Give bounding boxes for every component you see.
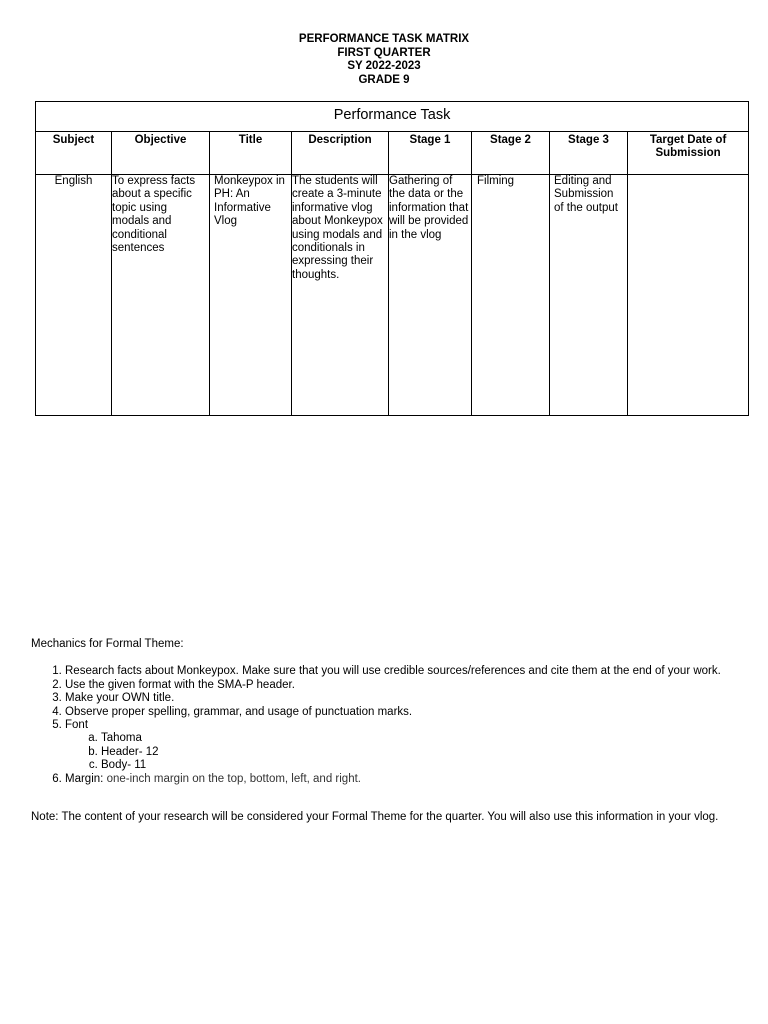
table-header-row — [36, 132, 749, 175]
column-header-description: Description — [292, 132, 389, 175]
column-header-objective: Objective — [112, 132, 210, 175]
performance-task-table — [35, 101, 749, 416]
header-school-year: SY 2022-2023 — [347, 60, 421, 72]
list-item: 2. Use the given format with the SMA-P header. — [65, 679, 751, 692]
font-subitem: c. Body- 11 — [101, 759, 751, 772]
header-grade: GRADE 9 — [358, 73, 410, 86]
document-header — [0, 33, 768, 87]
table-row — [36, 175, 749, 416]
cell-stage-3: Editing and Submission of the output — [550, 175, 628, 416]
mechanics-section — [31, 638, 751, 786]
column-header-title: Title — [210, 132, 292, 175]
cell-description: The students will create a 3-minute informative vlog about Monkeypox using modals and conditionals in expressing their thoughts. — [292, 175, 389, 416]
column-header-stage-2: Stage 2 — [472, 132, 550, 175]
list-item-font — [65, 719, 751, 773]
mechanics-title: Mechanics for Formal Theme: — [31, 638, 184, 650]
cell-stage-2: Filming — [472, 175, 550, 416]
cell-subject: English — [36, 175, 112, 416]
font-subitem: b. Header- 12 — [101, 746, 751, 759]
list-item: 3. Make your OWN title. — [65, 692, 751, 705]
font-subitem: a. Tahoma — [101, 732, 751, 745]
margin-text: one-inch margin on the top, bottom, left, and right. — [106, 772, 361, 785]
list-item: 1. Research facts about Monkeypox. Make sure that you will use credible sources/references and cite them at the end of your work. — [65, 665, 751, 678]
column-header-target-date: Target Date of Submission — [628, 132, 749, 175]
cell-stage-1: Gathering of the data or the information that will be provided in the vlog — [389, 175, 472, 416]
table-caption: Performance Task — [36, 102, 749, 132]
header-title: PERFORMANCE TASK MATRIX — [298, 33, 470, 45]
column-header-stage-3: Stage 3 — [550, 132, 628, 175]
cell-title: Monkeypox in PH: An Informative Vlog — [210, 175, 292, 416]
note-text: Note: The content of your research will be considered your Formal Theme for the quarter. You will also use this information in your vlog. — [31, 811, 719, 823]
font-sublist — [65, 732, 751, 772]
mechanics-list — [31, 665, 751, 786]
cell-objective: To express facts about a specific topic using modals and conditional sentences — [112, 175, 210, 416]
list-item-margin — [65, 773, 751, 786]
list-item: 4. Observe proper spelling, grammar, and usage of punctuation marks. — [65, 706, 751, 719]
font-label: Font — [65, 719, 89, 732]
header-quarter: FIRST QUARTER — [337, 46, 431, 59]
cell-target-date — [628, 175, 749, 416]
column-header-subject: Subject — [36, 132, 112, 175]
margin-label: Margin: — [65, 772, 104, 785]
column-header-stage-1: Stage 1 — [389, 132, 472, 175]
